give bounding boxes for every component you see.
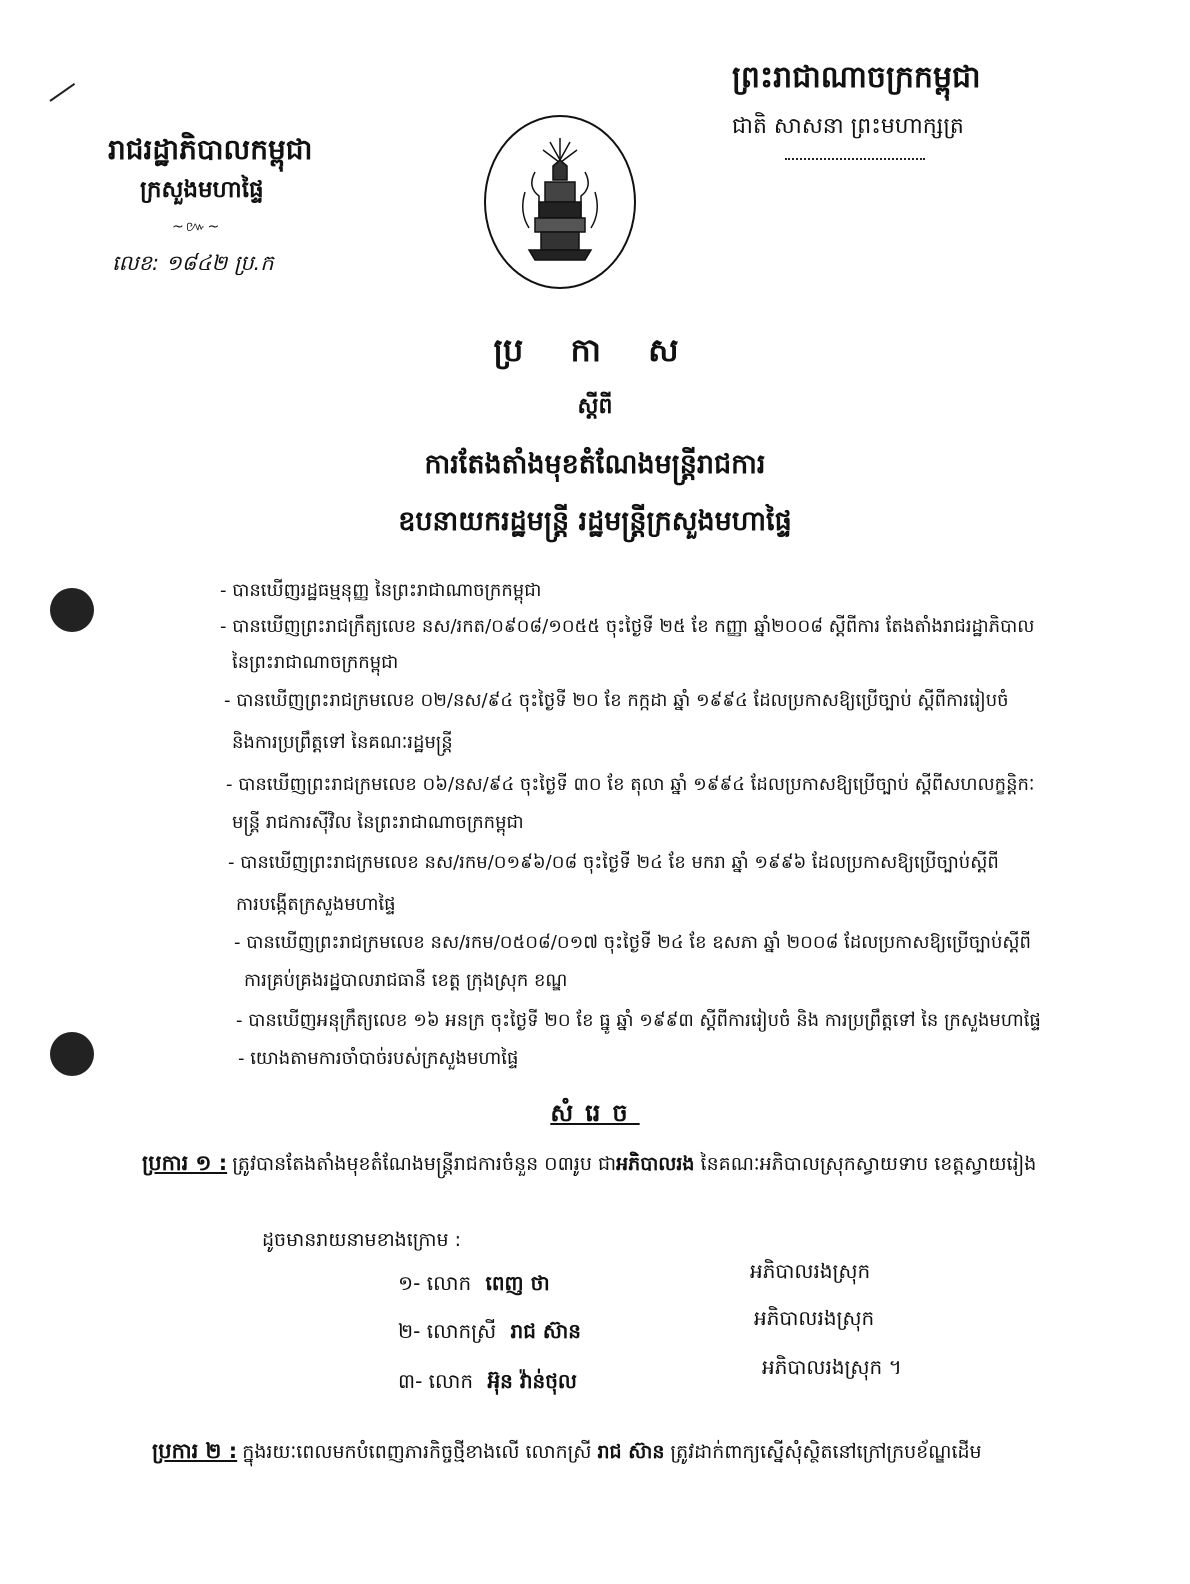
- appointee-number: ៣-: [398, 1369, 423, 1393]
- article-2: [152, 1438, 982, 1469]
- preamble-item: - បានឃើញរដ្ឋធម្មនុញ្ញ នៃព្រះរាជាណាចក្រកម្ពុជា: [220, 580, 542, 601]
- preamble-item: មន្ត្រី រាជការស៊ីវិល នៃព្រះរាជាណាចក្រកម្ពុជា: [232, 812, 524, 833]
- appointee-row: [398, 1368, 577, 1398]
- royal-emblem-icon: [505, 132, 615, 272]
- preamble-item: នៃព្រះរាជាណាចក្រកម្ពុជា: [232, 652, 399, 673]
- ornament-divider: ~៚~: [172, 219, 222, 235]
- appointee-title: លោក: [428, 1369, 474, 1393]
- article-2-text-bold: រាជ ស៊ាន: [597, 1441, 665, 1463]
- article-1-text-a: ត្រូវបានតែងតាំងមុខតំណែងមន្ត្រីរាជការចំនួន ០៣រូប ជា: [232, 1153, 617, 1175]
- national-motto: ជាតិ សាសនា ព្រះមហាក្សត្រ: [732, 114, 964, 139]
- subject-line-2: ឧបនាយករដ្ឋមន្ត្រី រដ្ឋមន្ត្រីក្រសួងមហាផ្ទៃ: [398, 506, 792, 537]
- government-name: រាជរដ្ឋាភិបាលកម្ពុជា: [108, 133, 313, 166]
- preamble-item: - បានឃើញព្រះរាជក្រមលេខ ០៦/នស/៩៤ ចុះថ្ងៃទី ៣០ ខែ តុលា ឆ្នាំ ១៩៩៤ ដែលប្រកាសឱ្យប្រើច្បាប់ ស្ដីពីសហលក្ខន្តិកៈ: [226, 774, 1035, 795]
- appointee-position: អភិបាលរងស្រុក: [750, 1259, 871, 1283]
- article-2-text-b: ត្រូវដាក់ពាក្យស្នើសុំស្ថិតនៅក្រៅក្របខ័ណ្ឌដើម: [664, 1441, 982, 1463]
- appointee-title: លោក: [426, 1271, 472, 1295]
- appointee-row: [398, 1270, 550, 1300]
- article-1: [142, 1150, 1036, 1181]
- preamble-item: - បានឃើញព្រះរាជក្រមលេខ ០២/នស/៩៤ ចុះថ្ងៃទី ២០ ខែ កក្កដា ឆ្នាំ ១៩៩៤ ដែលប្រកាសឱ្យប្រើច្បាប់ ស្ដីពីការរៀបចំ: [224, 690, 1009, 711]
- article-1-text-bold: អភិបាលរង: [616, 1153, 695, 1175]
- kingdom-heading: ព្រះរាជាណាចក្រកម្ពុជា: [732, 60, 981, 95]
- preamble-item: - បានឃើញព្រះរាជក្រមលេខ នស/រកម/០៥០៨/០១៧ ចុះថ្ងៃទី ២៤ ខែ ឧសភា ឆ្នាំ ២០០៨ ដែលប្រកាសឱ្យប្រើច្បាប់ស្ដីពី: [234, 932, 1031, 953]
- appointee-title: លោកស្រី: [426, 1319, 497, 1343]
- appointee-name: ពេញ ថា: [485, 1271, 550, 1295]
- appointee-number: ១-: [398, 1271, 421, 1295]
- preamble-item: - បានឃើញព្រះរាជក្រឹត្យលេខ នស/រកត/០៩០៨/១០៥៥ ចុះថ្ងៃទី ២៥ ខែ កញ្ញា ឆ្នាំ២០០៨ ស្ដីពីការ តែងតាំងរាជរដ្ឋាភិបាល: [220, 616, 1035, 637]
- article-2-text-a: ក្នុងរយៈពេលមកបំពេញភារកិច្ចថ្មីខាងលើ លោកស្រី: [242, 1441, 598, 1463]
- punch-hole: [50, 588, 94, 632]
- preamble-item: - បានឃើញព្រះរាជក្រមលេខ នស/រកម/០១៩៦/០៨ ចុះថ្ងៃទី ២៤ ខែ មករា ឆ្នាំ ១៩៩៦ ដែលប្រកាសឱ្យប្រើច្បាប់ស្ដីពី: [228, 852, 999, 873]
- preamble-item: និងការប្រព្រឹត្តទៅ នៃគណៈរដ្ឋមន្ត្រី: [232, 732, 453, 753]
- article-1-text-b: នៃគណៈអភិបាលស្រុកស្វាយទាប ខេត្តស្វាយរៀង: [694, 1153, 1037, 1175]
- appointee-position: អភិបាលរងស្រុក: [754, 1306, 875, 1330]
- document-title: ប្រ កា ស: [493, 331, 697, 369]
- preamble-item: ការគ្រប់គ្រងរដ្ឋបាលរាជធានី ខេត្ត ក្រុងស្រុក ខណ្ឌ: [244, 970, 568, 991]
- preamble-item: ការបង្កើតក្រសួងមហាផ្ទៃ: [236, 894, 396, 915]
- pen-mark: [49, 83, 75, 102]
- article-2-label: ប្រការ ២ :: [152, 1439, 238, 1463]
- article-1-label: ប្រការ ១ :: [142, 1151, 228, 1175]
- decision-heading: សំរេច: [550, 1099, 640, 1127]
- ministry-name: ក្រសួងមហាផ្ទៃ: [140, 177, 264, 203]
- document-about: ស្ដីពី: [577, 394, 613, 419]
- preamble-item: - យោងតាមការចាំបាច់របស់ក្រសួងមហាផ្ទៃ: [238, 1048, 519, 1069]
- preamble-item: - បានឃើញអនុក្រឹត្យលេខ ១៦ អនក្រ ចុះថ្ងៃទី ២០ ខែ ធ្នូ ឆ្នាំ ១៩៩៣ ស្ដីពីការរៀបចំ និង ការប្រព្រឹត្តទៅ នៃ ក្រសួងមហាផ្ទៃ: [236, 1010, 1041, 1031]
- motto-divider: [785, 158, 925, 160]
- appointee-position: អភិបាលរងស្រុក ។: [762, 1355, 902, 1379]
- reference-number: លេខ: ១៨៤២ ប្រ.ក: [112, 251, 274, 275]
- appointee-number: ២-: [398, 1319, 421, 1343]
- appointee-row: [398, 1318, 581, 1348]
- subject-line-1: ការតែងតាំងមុខតំណែងមន្ត្រីរាជការ: [424, 449, 766, 480]
- punch-hole: [50, 1032, 94, 1076]
- royal-emblem-seal: [484, 115, 636, 289]
- appointee-name: រាជ ស៊ាន: [510, 1319, 581, 1343]
- appointee-name: អ៊ុន វ៉ាន់ថុល: [487, 1369, 577, 1393]
- article-1-line-2: ដូចមានរាយនាមខាងក្រោម :: [262, 1229, 462, 1251]
